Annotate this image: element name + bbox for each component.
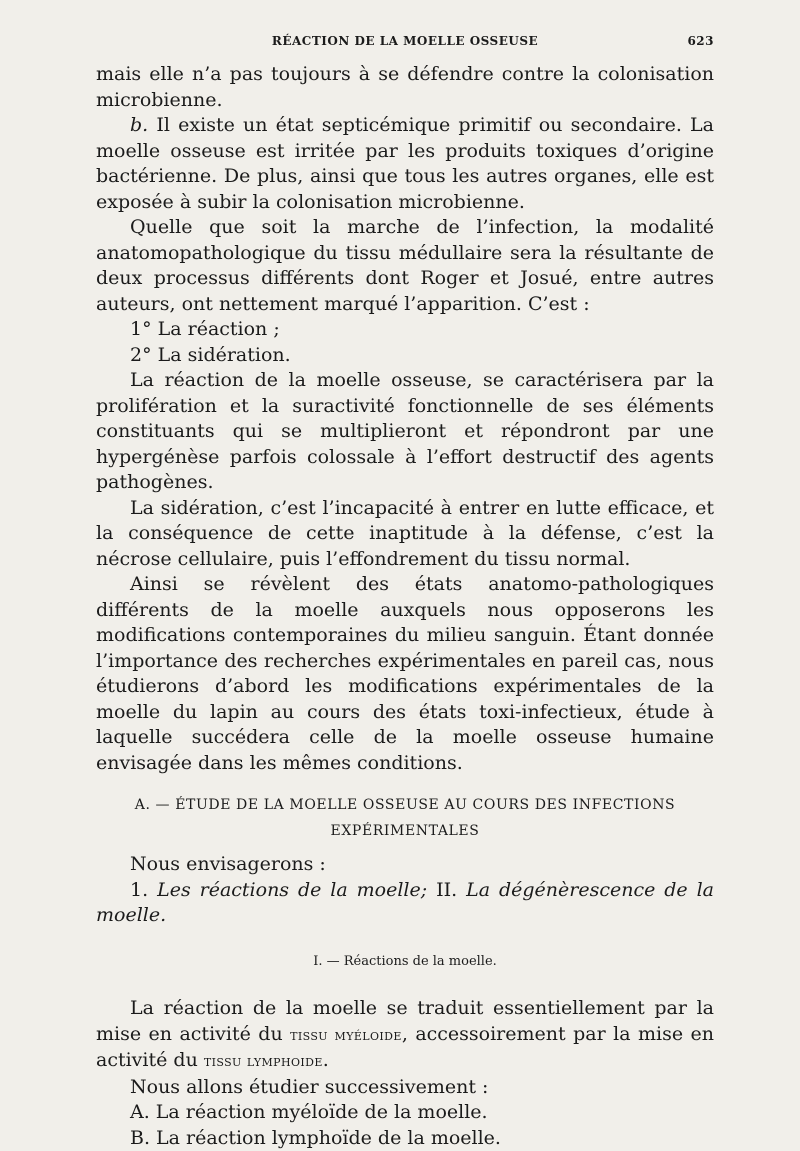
plan-1-text: Les réactions de la moelle; [157,879,427,901]
subsection-1-paragraph [96,996,714,1075]
paragraph-2-text: Il existe un état septicémique primitif ou secondaire. La moelle osseuse est irritée par les produits toxiques d’origine bactérienne. De plus, ainsi que tous les autres organes, elle est exposée à subir la colonisation microbienne. [96,114,714,213]
subsection-1-intro: Nous allons étudier successivement : [96,1075,714,1101]
body-text [96,62,714,1151]
section-a-heading-line-1: A. — ÉTUDE DE LA MOELLE OSSEUSE AU COURS DES INFECTIONS [96,792,714,818]
subsection-1-text-end: . [323,1049,329,1071]
subsection-1-text-start: La réaction de la moelle se traduit essentiellement par la mise en activité du [96,997,714,1045]
paragraph-2 [96,113,714,215]
section-a-heading-line-2: EXPÉRIMENTALES [96,818,714,844]
list-item-myeloid: A. La réaction myéloïde de la moelle. [96,1100,714,1126]
list-item-sideration: 2° La sidération. [96,343,714,369]
subsection-1-heading: I. — Réactions de la moelle. [96,949,714,975]
plan-2-text: La dégénèrescence de la moelle. [96,879,714,927]
paragraph-6: Ainsi se révèlent des états anatomo-pathologiques différents de la moelle auxquels nous opposerons les modifications contemporaines du milieu sanguin. Étant donnée l’importance des recherches expérimentales en pareil cas, nous étudierons d’abord les modifications expérimentales de la moelle du lapin au cours des états toxi-infectieux, étude à laquelle succédera celle de la moelle osseuse humaine envisagée dans les mêmes conditions. [96,572,714,776]
section-a-plan [96,878,714,929]
page-number: 623 [687,34,714,48]
paragraph-5: La sidération, c’est l’incapacité à entrer en lutte efficace, et la conséquence de cette inaptitude à la défense, c’est la nécrose cellulaire, puis l’effondrement du tissu normal. [96,496,714,573]
section-a-intro: Nous envisagerons : [96,852,714,878]
list-item-reaction: 1° La réaction ; [96,317,714,343]
subsection-1-text-mid: , accessoirement par la mise en activité du [96,1023,714,1072]
paragraph-3: Quelle que soit la marche de l’infection, la modalité anatomopathologique du tissu médullaire sera la résultante de deux processus différents dont Roger et Josué, entre autres auteurs, ont nettement marqué l’apparition. C’est : [96,215,714,317]
paragraph-4: La réaction de la moelle osseuse, se caractérisera par la prolifération et la suractivité fonctionnelle de ses éléments constituants qui se multiplieront et répondront par une hypergénèse parfois colossale à l’effort destructif des agents pathogènes. [96,368,714,496]
tissu-myeloide-term: tissu myéloide [290,1026,402,1044]
running-head [96,30,714,54]
paragraph-1: mais elle n’a pas toujours à se défendre contre la colonisation microbienne. [96,62,714,113]
list-item-lymphoid: B. La réaction lymphoïde de la moelle. [96,1126,714,1151]
plan-2-number: II. [436,879,457,901]
plan-1-number: 1. [130,879,148,901]
paragraph-2-label: b. [130,114,148,136]
section-a-heading [96,792,714,844]
tissu-lymphoide-term: tissu lymphoide [204,1052,323,1070]
running-title: RÉACTION DE LA MOELLE OSSEUSE [96,34,714,48]
